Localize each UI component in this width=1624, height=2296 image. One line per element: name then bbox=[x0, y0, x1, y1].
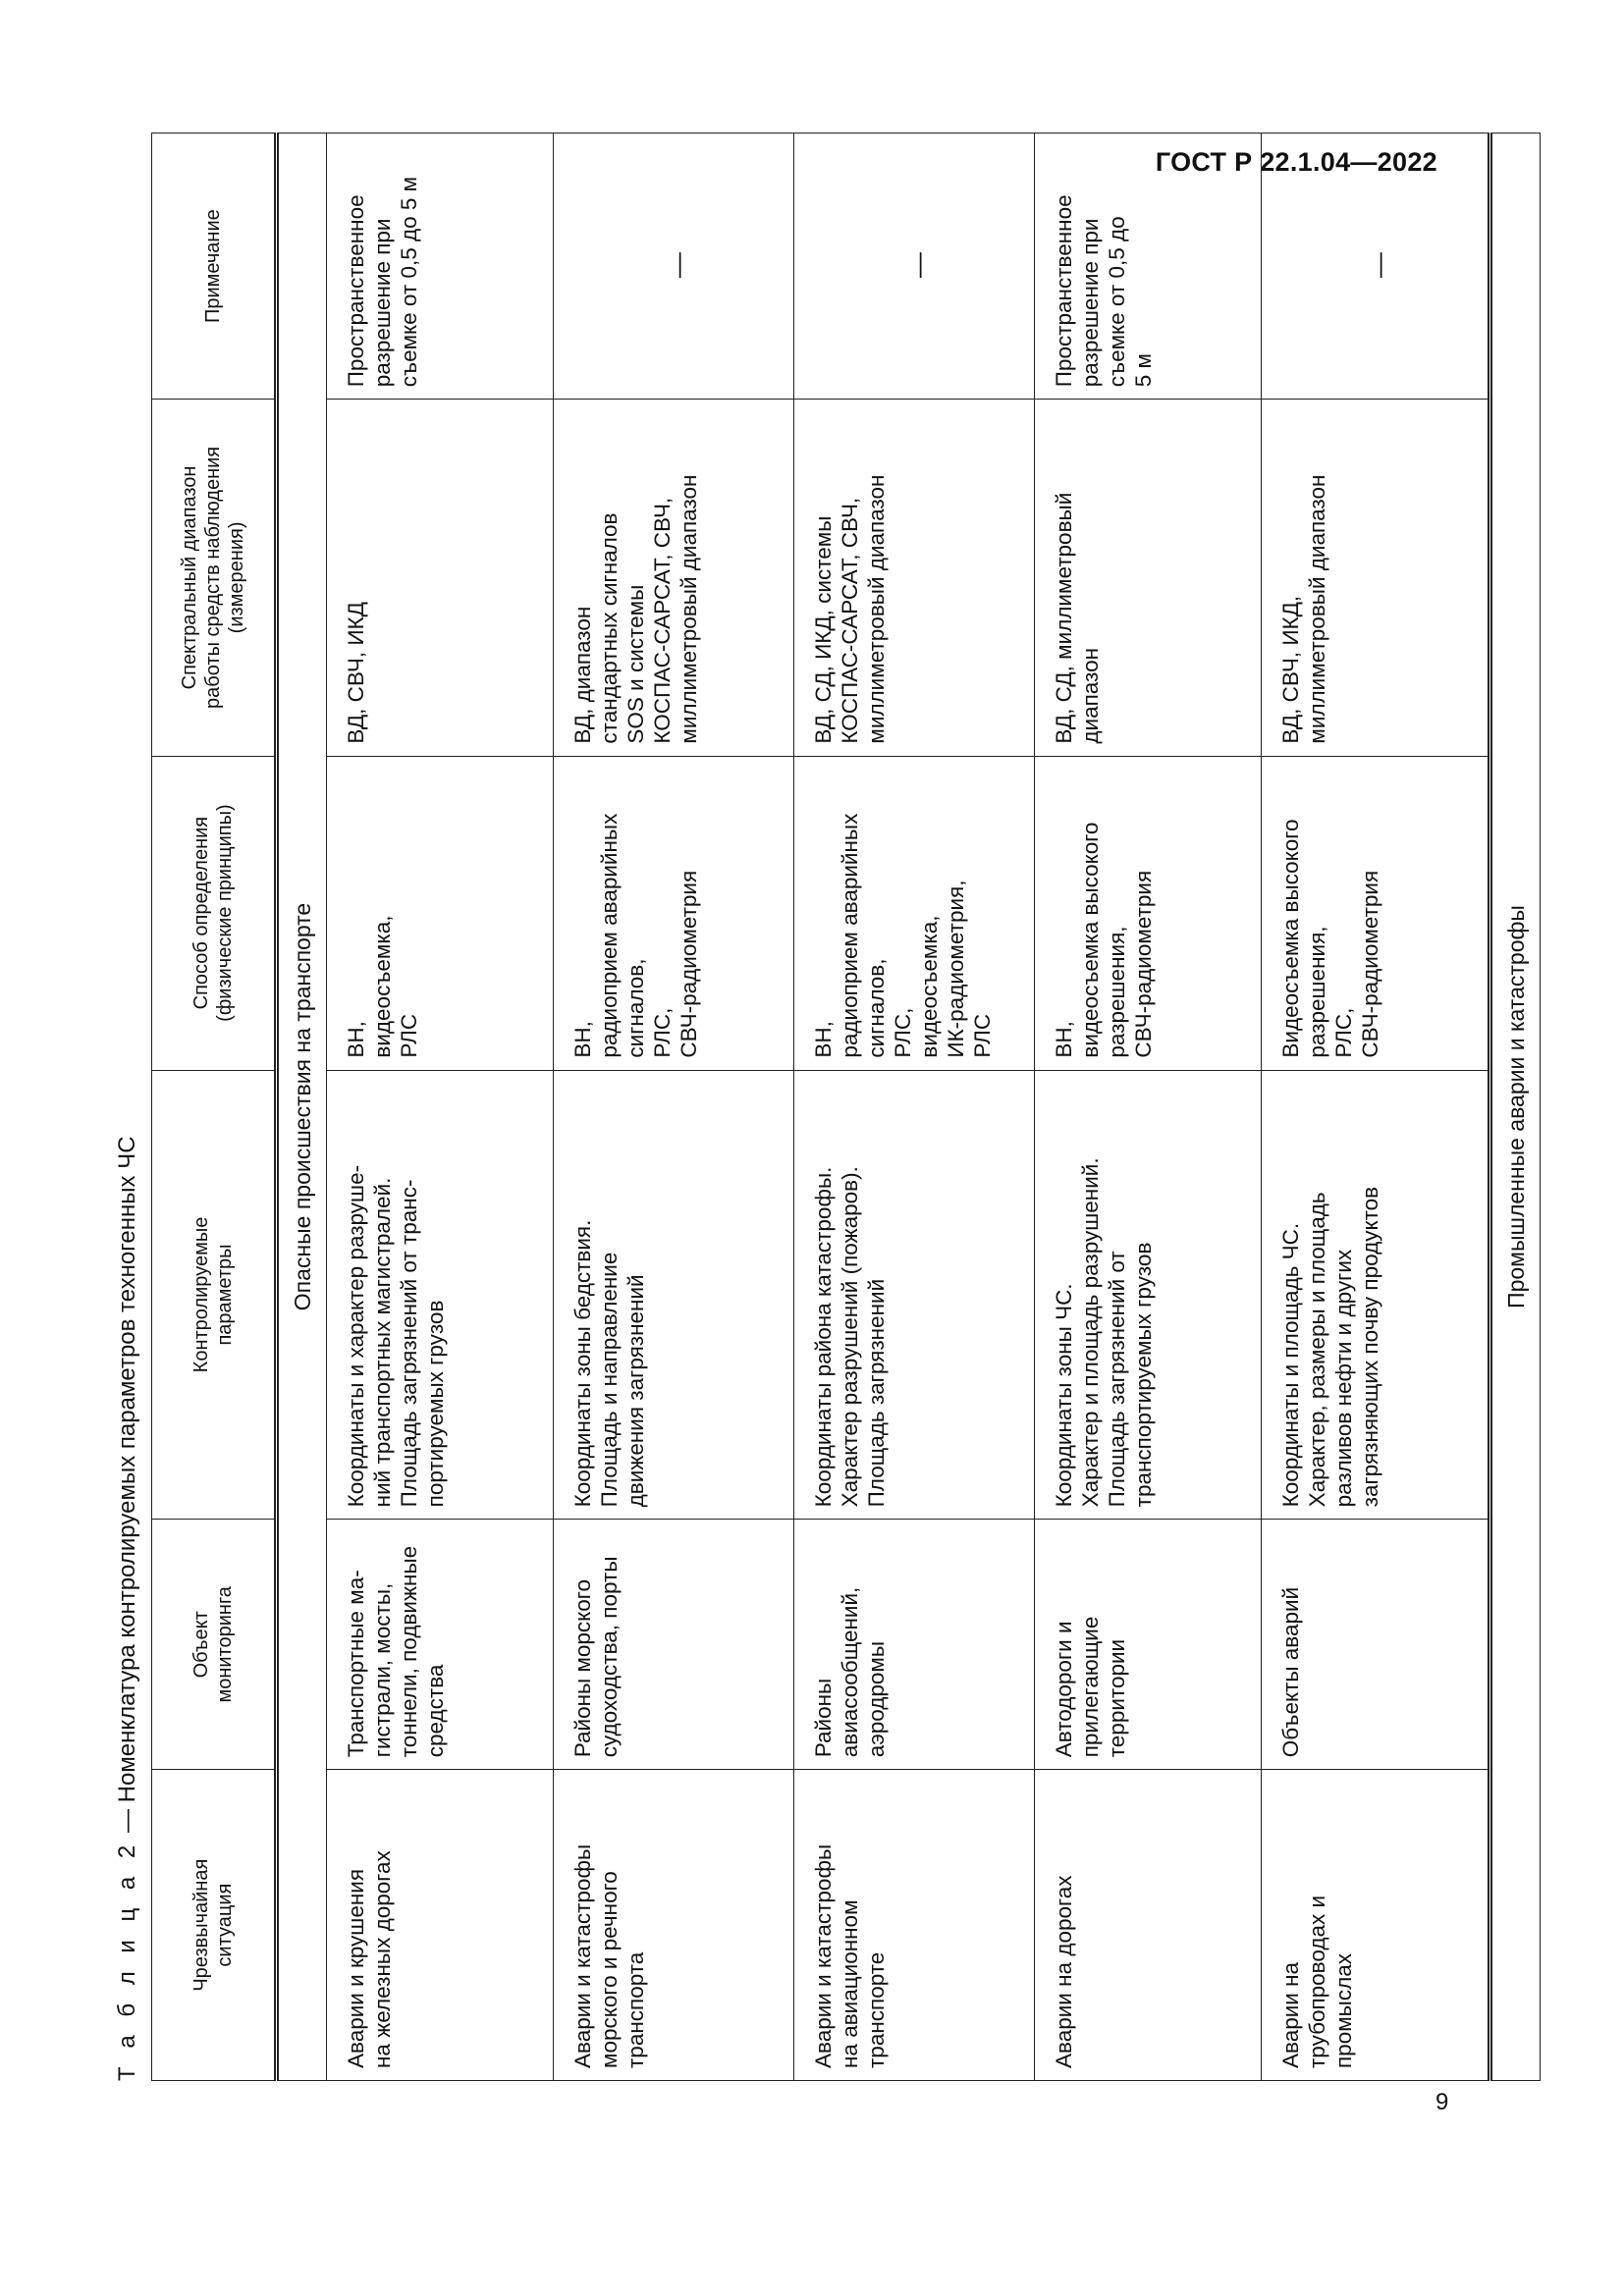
cell-situation: Аварии на дорогах bbox=[1035, 1770, 1262, 2081]
column-header-params: Контролируемые параметры bbox=[152, 1070, 277, 1520]
cell-spectrum: ВД, СВЧ, ИКД bbox=[327, 400, 554, 756]
cell-situation: Аварии на трубопроводах и промыслах bbox=[1262, 1770, 1490, 2081]
cell-method: ВН, видеосъемка, РЛС bbox=[327, 756, 554, 1070]
column-header-method: Способ определения (физические принципы) bbox=[152, 756, 277, 1070]
table-row bbox=[554, 133, 794, 2081]
section-row-industrial bbox=[1490, 133, 1541, 2081]
cell-note: Пространственное разрешение при съемке от 0,5 до 5 м bbox=[327, 133, 554, 400]
cell-object: Транспортные ма- гистрали, мосты, тоннели, подвижные средства bbox=[327, 1520, 554, 1770]
cell-method: ВН, радиоприем аварийных сигналов, РЛС, СВЧ-радиометрия bbox=[554, 756, 794, 1070]
rotated-table-container bbox=[106, 137, 1529, 2081]
table-header-row bbox=[152, 133, 277, 2081]
document-standard-header: ГОСТ Р 22.1.04—2022 bbox=[1155, 147, 1437, 177]
table-row bbox=[794, 133, 1035, 2081]
cell-object: Автодороги и прилегающие территории bbox=[1035, 1520, 1262, 1770]
column-header-object: Объект мониторинга bbox=[152, 1520, 277, 1770]
column-header-spectrum: Спектральный диапазон работы средств наблюдения (измерения) bbox=[152, 400, 277, 756]
cell-note: — bbox=[794, 133, 1035, 400]
cell-object: Районы морского судоходства, порты bbox=[554, 1520, 794, 1770]
cell-method: ВН, радиоприем аварийных сигналов, РЛС, видеосъемка, ИК-радиометрия, РЛС bbox=[794, 756, 1035, 1070]
cell-params: Координаты зоны ЧС. Характер и площадь разрушений. Площадь загрязнений от транспортируемых грузов bbox=[1035, 1070, 1262, 1520]
cell-params: Координаты и характер разруше- ний транспортных магистралей. Площадь загрязнений от транс- портируемых грузов bbox=[327, 1070, 554, 1520]
cell-note: — bbox=[1262, 133, 1490, 400]
cell-params: Координаты зоны бедствия. Площадь и направление движения загрязнений bbox=[554, 1070, 794, 1520]
table-row bbox=[1262, 133, 1490, 2081]
cell-situation: Аварии и катастрофы морского и речного транспорта bbox=[554, 1770, 794, 2081]
table-caption-prefix: Т а б л и ц а 2 bbox=[114, 1839, 140, 2081]
page-number: 9 bbox=[1435, 2089, 1449, 2115]
cell-spectrum: ВД, СД, ИКД, системы КОСПАС-САРСАТ, СВЧ, миллиметровый диапазон bbox=[794, 400, 1035, 756]
table-row bbox=[327, 133, 554, 2081]
cell-spectrum: ВД, диапазон стандартных сигналов SOS и системы КОСПАС-САРСАТ, СВЧ, миллиметровый диапазон bbox=[554, 400, 794, 756]
column-header-situation: Чрезвычайная ситуация bbox=[152, 1770, 277, 2081]
section-title-industrial: Промышленные аварии и катастрофы bbox=[1490, 133, 1541, 2081]
table-caption bbox=[106, 1136, 149, 2081]
cell-object: Районы авиасообщений, аэродромы bbox=[794, 1520, 1035, 1770]
section-row-transport bbox=[277, 133, 327, 2081]
cell-spectrum: ВД, СВЧ, ИКД, миллиметровый диапазон bbox=[1262, 400, 1490, 756]
table-row bbox=[1035, 133, 1262, 2081]
cell-method: Видеосъемка высокого разрешения, РЛС, СВЧ-радиометрия bbox=[1262, 756, 1490, 1070]
cell-spectrum: ВД, СД, миллиметровый диапазон bbox=[1035, 400, 1262, 756]
cell-params: Координаты района катастрофы. Характер разрушений (пожаров). Площадь загрязнений bbox=[794, 1070, 1035, 1520]
cell-situation: Аварии и катастрофы на авиационном транспорте bbox=[794, 1770, 1035, 2081]
cell-object: Объекты аварий bbox=[1262, 1520, 1490, 1770]
cell-situation: Аварии и крушения на железных дорогах bbox=[327, 1770, 554, 2081]
technogenic-parameters-table bbox=[151, 133, 1541, 2081]
cell-params: Координаты и площадь ЧС. Характер, размеры и площадь разливов нефти и других загрязняющих почву продуктов bbox=[1262, 1070, 1490, 1520]
table-caption-text: — Номенклатура контролируемых параметров техногенных ЧС bbox=[114, 1136, 140, 1840]
cell-method: ВН, видеосъемка высокого разрешения, СВЧ-радиометрия bbox=[1035, 756, 1262, 1070]
column-header-note: Примечание bbox=[152, 133, 277, 400]
section-title-transport: Опасные происшествия на транспорте bbox=[277, 133, 327, 2081]
cell-note: — bbox=[554, 133, 794, 400]
cell-note: Пространственное разрешение при съемке от 0,5 до 5 м bbox=[1035, 133, 1262, 400]
